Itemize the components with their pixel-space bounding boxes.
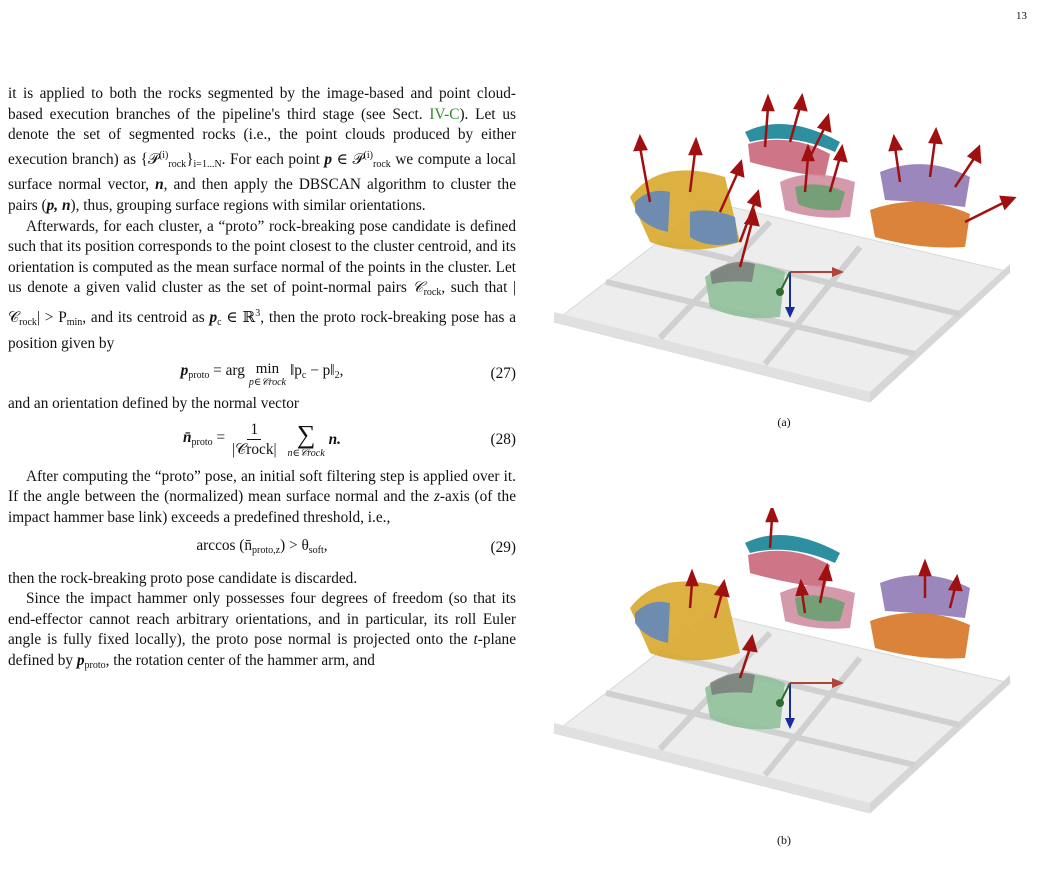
equation-29: $\arccos (n̄_{proto,z}) > \theta_{soft}$, (29) bbox=[8, 529, 516, 569]
caption-a: (a) bbox=[777, 415, 791, 429]
equation-number: (28) bbox=[490, 431, 516, 449]
equation-28: $n̄_{proto}$ = $\frac{1}{\text{|𝒞rock|}}$ ∑ n∈𝒞rock n. (28) bbox=[183, 420, 516, 460]
equation-27: $p_{proto}$ = arg min p∈𝒞rock $‖p_c$ − $p‖_2$, (27) bbox=[180, 360, 516, 388]
paragraph-3: and an orientation defined by the normal vector bbox=[8, 395, 299, 413]
paragraph-5: then the rock-breaking proto pose candidate is discarded. bbox=[8, 569, 358, 587]
rock-cluster-front bbox=[705, 262, 785, 318]
paragraph-1: it is applied to both the rocks segmented by the image-based and point cloud-based execution branches of the pipeline's third stage (see Sect. IV-C). Let us denote the set of segmented rocks (i.e., the point clouds produced by either execution branch) as $\{𝒫^{(i)}_{rock}\}_{i=1...N}$. For each point p ∈ 𝒫$^{(i)}_{rock}$ we compute a local surface normal vector, n, and then apply the DBSCAN algorithm to cluster the pairs (p, n), thus, grouping surface regions with similar orientations. bbox=[8, 85, 516, 214]
paragraph-6: Since the impact hammer only possesses four degrees of freedom (so that its end-effector cannot reach arbitrary orientations, and in particular, its roll Euler angle is fully fixed locally), the proto pose normal is projected onto the t-plane defined by $p_{proto}$, the rotation center of the hammer arm, and bbox=[8, 590, 516, 671]
rock-cluster-middle bbox=[780, 175, 855, 218]
rock-cluster-right bbox=[870, 164, 970, 247]
page-number: 13 bbox=[1016, 10, 1027, 22]
figure-a bbox=[540, 92, 1020, 404]
equation-number: (27) bbox=[490, 364, 516, 382]
section-link[interactable]: IV-C bbox=[429, 105, 460, 123]
equation-number: (29) bbox=[490, 539, 516, 557]
figure-b bbox=[540, 508, 1020, 818]
paragraph-2: Afterwards, for each cluster, a “proto” rock-breaking pose candidate is defined such that its position corresponds to the point closest to the cluster centroid, and its orientation is computed as the mean surface normal of the points in the cluster. Let us denote a given valid cluster as the set of point-normal pairs 𝒞$_{rock}$, such that |𝒞$_{rock}$| > $P_{min}$, and its centroid as $p_c$ ∈ ℝ$^3$, then the proto rock-breaking pose has a position given by bbox=[8, 217, 517, 352]
text-column bbox=[8, 84, 516, 676]
rock-cluster-middle bbox=[780, 586, 855, 629]
caption-b: (b) bbox=[777, 833, 791, 847]
rock-cluster-front bbox=[705, 673, 785, 729]
paragraph-4: After computing the “proto” pose, an initial soft filtering step is applied over it. If the angle between the (normalized) mean surface normal and the z-axis (of the impact hammer base link) exceeds a predefined threshold, i.e., bbox=[8, 467, 516, 526]
